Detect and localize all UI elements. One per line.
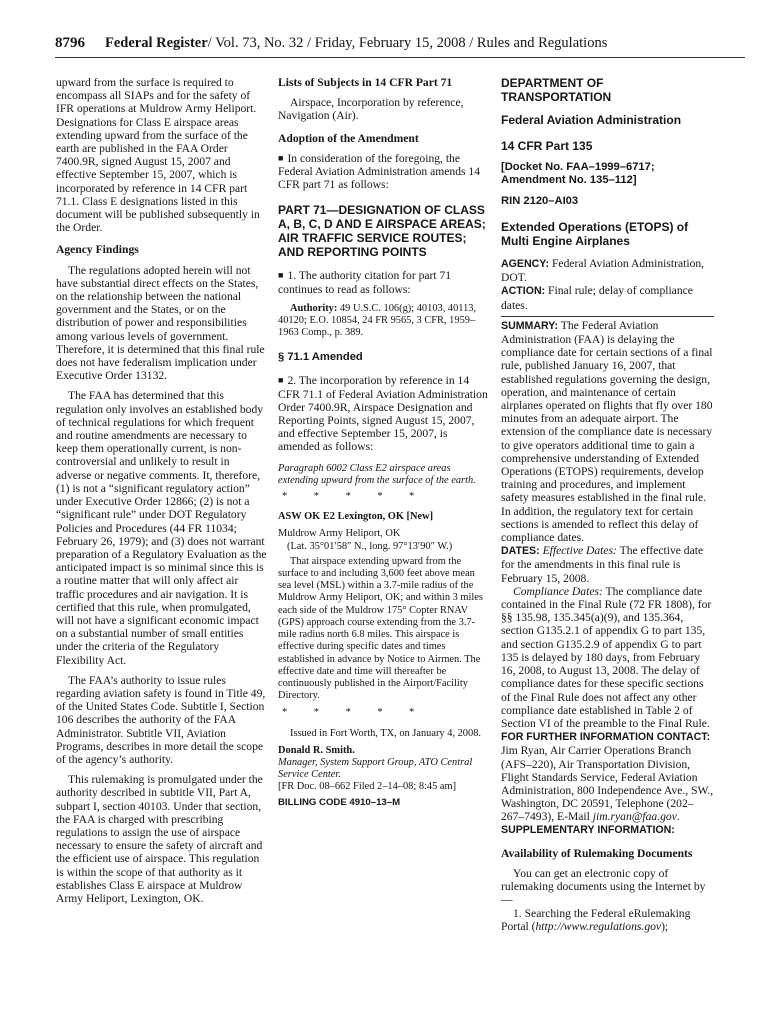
paragraph: The FAA’s authority to issue rules regarding aviation safety is found in Title 49, of the United States Code. Subtitle I, Section 106 describes the authority of the FAA Administrator. Subtitle VII, Aviation Programs, describes in more detail the scope of the agency’s authority. — [56, 673, 266, 766]
ellipsis-stars: * * * * * — [282, 707, 427, 719]
fr-doc-number: [FR Doc. 08–662 Filed 2–14–08; 8:45 am] — [278, 781, 457, 793]
cfr-part: 14 CFR Part 135 — [501, 139, 593, 153]
compliance-dates: Compliance Dates: The compliance date contained in the Final Rule (72 FR 1808), for §§ 135.98, 135.345(a)(9), and 135.364, section G135.2.1 of appendix G to part 135, and section G135.2.9 of appendix G to part 135 is delayed by 180 days, from February 16, 2008, to August 13, 2008. The delay of compliance dates for these specific sections of the Final Rule does not affect any other compliance date established in Table 2 of Section VI of the preamble to the Final Rule. — [501, 584, 712, 730]
rule-title: Extended Operations (ETOPS) of Multi Engine Airplanes — [501, 220, 689, 248]
journal-title: Federal Register — [105, 35, 208, 51]
paragraph-6002: Paragraph 6002 Class E2 airspace areas extending upward from the surface of the earth. — [278, 462, 476, 486]
section-heading-71-1: § 71.1 Amended — [278, 351, 363, 364]
section-heading-adoption: Adoption of the Amendment — [278, 131, 419, 145]
signer-name: Donald R. Smith. — [278, 744, 355, 756]
paragraph: ■ 1. The authority citation for part 71 continues to read as follows: — [278, 269, 452, 296]
paragraph: ■ 2. The incorporation by reference in 14 CFR 71.1 of Federal Aviation Administration Order 7400.9R, Airspace Designation and Reporting Points, signed August 15, 2007, and effective September 15, 2007, is amended as follows: — [278, 374, 488, 454]
heliport-coordinates: (Lat. 35°01′58″ N., long. 97°13′90″ W.) — [287, 540, 453, 552]
bullet-square-icon: ■ — [278, 270, 284, 281]
signer-title: Manager, System Support Group, ATO Central Service Center. — [278, 756, 473, 781]
rin-number: RIN 2120–AI03 — [501, 195, 579, 207]
divider — [501, 316, 714, 317]
section-heading-agency-findings: Agency Findings — [56, 243, 139, 257]
column-3 — [501, 76, 714, 933]
ellipsis-stars: * * * * * — [282, 491, 427, 503]
paragraph: The FAA has determined that this regulation only involves an established body of technical regulations for which frequent and routine amendments are necessary to keep them operationally current, is non-controversial and unlikely to result in adverse or negative comments. It, therefore, (1) is not a “significant regulatory action” under Executive Order 12866; (2) is not a “significant rule” under DOT Regulatory Policies and Procedures (44 FR 11034; February 26, 1979); and (3) does not warrant preparation of a Regulatory Evaluation as the anticipated impact is so minimal since this is a routine matter that will only affect air traffic procedures and air navigation. It is certified that this rule, when promulgated, will not have a significant economic impact on a substantial number of small entities under the criteria of the Regulatory Flexibility Act. — [56, 389, 267, 667]
paragraph: The regulations adopted herein will not have substantial direct effects on the States, on the relationship between the national government and the States, or on the distribution of power and responsibilities among various levels of government. Therefore, it is determined that this final rule does not have federalism implication under Executive Order 13132. — [56, 263, 265, 383]
airspace-description: That airspace extending upward from the surface to and including 3,600 feet above mean sea level (MSL) within a 3.7-mile radius of the Muldrow Army Heliport, OK; and within 3 miles each side of the Muldrow 175° Copter RNAV (GPS) approach course extending from the 3.7-mile radius north 6.8 miles. This airspace is effective during specific dates and times established in advance by Notice to Airmen. The effective date and time will thereafter be continuously published in the Airport/Facility Directory. — [278, 555, 483, 702]
regulations-gov-link[interactable]: http://www.regulations.gov — [535, 919, 662, 933]
supplementary-heading: SUPPLEMENTARY INFORMATION: — [501, 823, 675, 836]
bullet-square-icon: ■ — [278, 152, 284, 163]
contact-email-link[interactable]: jim.ryan@faa.gov — [592, 810, 677, 824]
heliport-name: Muldrow Army Heliport, OK — [278, 528, 401, 540]
page-header — [55, 35, 745, 58]
airspace-designation: ASW OK E2 Lexington, OK [New] — [278, 511, 434, 523]
paragraph: Airspace, Incorporation by reference, Navigation (Air). — [278, 96, 464, 123]
paragraph: You can get an electronic copy of rulemaking documents using the Internet by— — [501, 866, 706, 907]
issue-info: / Vol. 73, No. 32 / Friday, February 15, 2008 / Rules and Regulations — [207, 35, 608, 51]
bullet-square-icon: ■ — [278, 375, 284, 386]
part-heading: PART 71—DESIGNATION OF CLASS A, B, C, D AND E AIRSPACE AREAS; AIR TRAFFIC SERVICE ROUTES; AND REPORTING POINTS — [278, 203, 486, 260]
section-heading-subjects: Lists of Subjects in 14 CFR Part 71 — [278, 76, 453, 89]
dates: DATES: Effective Dates: The effective date for the amendments in this final rule is February 15, 2008. — [501, 544, 704, 585]
column-2 — [278, 76, 490, 809]
billing-code: BILLING CODE 4910–13–M — [278, 796, 401, 808]
section-heading-availability: Availability of Rulemaking Documents — [501, 846, 693, 860]
docket-number: [Docket No. FAA–1999–6717; Amendment No. 135–112] — [501, 161, 655, 186]
summary: SUMMARY: The Federal Aviation Administration (FAA) is delaying the compliance date for certain sections of a final rule, published January 16, 2007, that established regulations governing the design, operation, and maintenance of certain airplanes operated on flights that fly over 180 minutes from an adequate airport. The extension of the compliance date is necessary to give operators additional time to gain a comprehensive understanding of Extended Operations (ETOPS) requirements, develop training and procedures, and implement safety measures established in the final rule. In addition, the regulatory text for certain sections is amended to reflect this delay of compliance dates. — [501, 318, 713, 545]
page-number: 8796 — [55, 35, 85, 51]
action-line: ACTION: Final rule; delay of compliance dates. — [501, 284, 693, 312]
authority-note: Authority: 49 U.S.C. 106(g); 40103, 40113, 40120; E.O. 10854, 24 FR 9565, 3 CFR, 1959–1963 Comp., p. 389. — [278, 302, 477, 339]
agency-name: Federal Aviation Administration — [501, 113, 682, 127]
paragraph: ■ In consideration of the foregoing, the Federal Aviation Administration amends 14 CFR part 71 as follows: — [278, 151, 481, 192]
agency-line: AGENCY: Federal Aviation Administration, DOT. — [501, 257, 705, 285]
department-name: DEPARTMENT OF TRANSPORTATION — [501, 76, 612, 104]
contact-info: FOR FURTHER INFORMATION CONTACT: Jim Ryan, Air Carrier Operations Branch (AFS–220), Air Transportation Division, Flight Standards Service, Federal Aviation Administration, 800 Independence Ave., SW., Washington, DC 20591, Telephone (202–267–7493), E-Mail jim.ryan@faa.gov. — [501, 731, 714, 824]
list-item: 1. Searching the Federal eRulemaking Portal (http://www.regulations.gov); — [501, 906, 691, 933]
paragraph: upward from the surface is required to encompass all SIAPs and for the safety of IFR operations at Muldrow Army Heliport. Designations for Class E airspace areas extending upward from the surface of the earth are published in the FAA Order 7400.9R, signed August 15, 2007 and effective September 15, 2007, which is incorporated by reference in 14 CFR part 71.1. Class E designations listed in this document will be published subsequently in the Order. — [56, 76, 260, 235]
paragraph: This rulemaking is promulgated under the authority described in subtitle VII, Part A, subpart I, section 40103. Under that section, the FAA is charged with prescribing regulations to assign the use of airspace necessary to ensure the safety of aircraft and the efficient use of airspace. This regulation is within the scope of that authority as it establishes Class E airspace at Muldrow Army Heliport, Lexington, OK. — [56, 773, 263, 905]
issued-statement: Issued in Fort Worth, TX, on January 4, 2008. — [290, 727, 481, 739]
column-1 — [56, 76, 267, 905]
